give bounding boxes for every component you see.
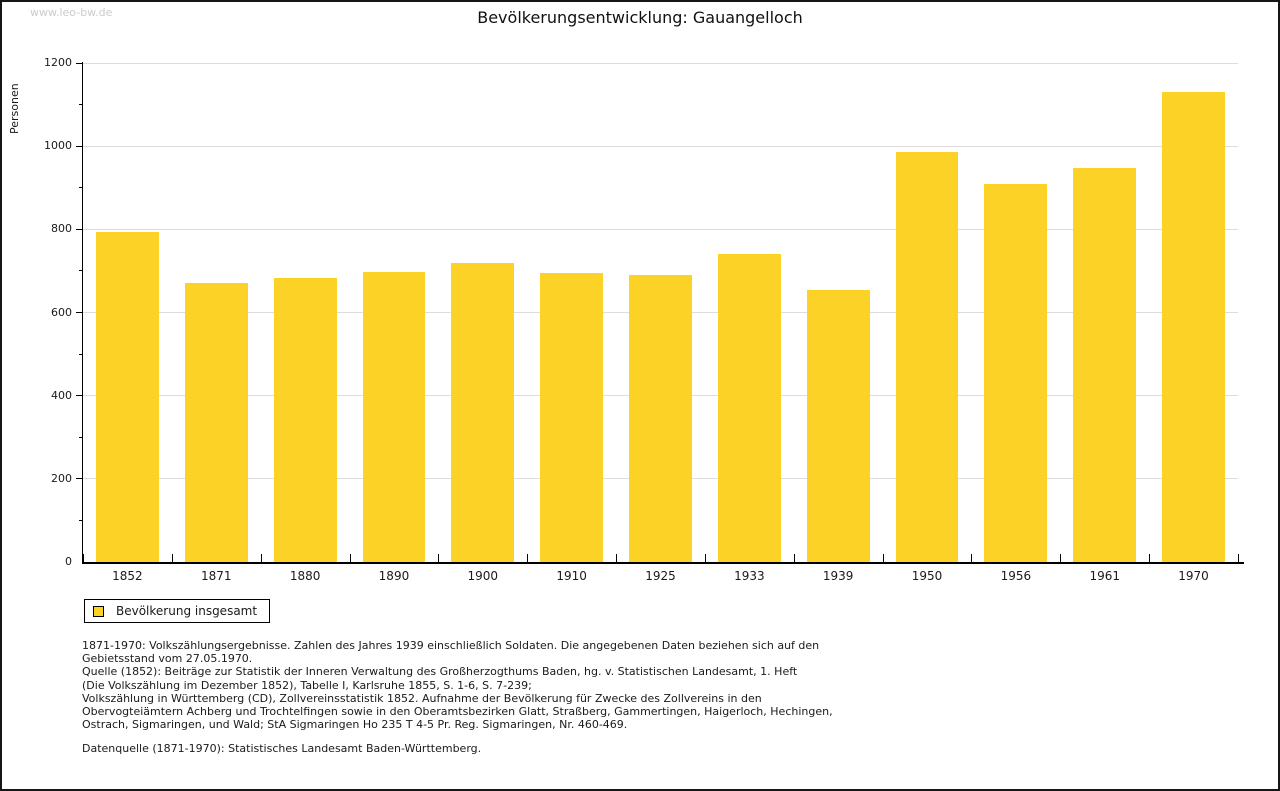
- y-tick-label: 800: [51, 222, 72, 236]
- y-tick-label: 1000: [44, 139, 72, 153]
- x-axis-tick: [971, 554, 972, 562]
- x-tick-label-1852: 1852: [112, 569, 143, 583]
- footnote-line: 1871-1970: Volkszählungsergebnisse. Zahlen des Jahres 1939 einschließlich Soldaten. Die angegebenen Daten beziehen sich auf den: [82, 639, 820, 652]
- footnote-line: Quelle (1852): Beiträge zur Statistik der Inneren Verwaltung des Großherzogthums Baden, hg. v. Statistischen Landesamt, 1. Heft: [82, 665, 798, 679]
- bar-1933: [718, 254, 781, 562]
- bar-1852: [96, 232, 159, 562]
- footnotes-block: [82, 639, 833, 731]
- bar-1970: [1162, 92, 1225, 562]
- x-axis-tick: [261, 554, 262, 562]
- y-tick-label: 200: [51, 471, 72, 485]
- bar-1880: [274, 278, 337, 562]
- x-axis-tick: [794, 554, 795, 562]
- x-tick-label-1961: 1961: [1089, 569, 1120, 583]
- bar-1900: [451, 263, 514, 562]
- y-tick-label: 600: [51, 305, 72, 319]
- footnote-line: Obervogteiämtern Achberg und Trochtelfingen sowie in den Oberamtsbezirken Glatt, Straßberg, Gammertingen, Haigerloch, Hechingen,: [82, 705, 833, 719]
- x-tick-label-1910: 1910: [556, 569, 587, 583]
- footnote-line: Ostrach, Sigmaringen, und Wald; StA Sigmaringen Ho 235 T 4-5 Pr. Reg. Sigmaringen, Nr. 460-469.: [82, 718, 628, 732]
- bar-1890: [363, 272, 426, 562]
- y-axis-line: [82, 62, 84, 563]
- gridline: [83, 63, 1238, 64]
- bar-1956: [984, 184, 1047, 562]
- bar-1925: [629, 275, 692, 562]
- bar-1950: [896, 152, 959, 562]
- x-tick-label-1900: 1900: [467, 569, 499, 583]
- legend-box: [84, 599, 270, 623]
- footnote-line: Volkszählung in Württemberg (CD), Zollvereinsstatistik 1852. Aufnahme der Bevölkerung für Zwecke des Zollvereins in den: [82, 691, 762, 705]
- gridline: [83, 229, 1238, 230]
- x-tick-label-1939: 1939: [822, 569, 854, 583]
- chart-title: Bevölkerungsentwicklung: Gauangelloch: [477, 8, 803, 27]
- footnote-line: Gebietsstand vom 27.05.1970.: [82, 652, 253, 666]
- legend-label: Bevölkerung insgesamt: [116, 604, 258, 618]
- x-axis-tick: [1060, 554, 1061, 562]
- x-axis-tick: [705, 554, 706, 562]
- datasource-line: Datenquelle (1871-1970): Statistisches Landesamt Baden-Württemberg.: [82, 742, 482, 755]
- x-axis-tick: [1149, 554, 1150, 562]
- bar-1910: [540, 273, 603, 562]
- bar-1961: [1073, 168, 1136, 562]
- y-tick-label: 1200: [44, 56, 72, 69]
- x-tick-label-1871: 1871: [200, 569, 232, 583]
- x-tick-label-1950: 1950: [911, 569, 943, 583]
- bar-1871: [185, 283, 248, 562]
- x-axis-line: [82, 562, 1244, 564]
- bar-1939: [807, 290, 870, 562]
- x-tick-label-1933: 1933: [734, 569, 765, 583]
- y-tick-label: 0: [65, 555, 72, 568]
- x-axis-tick: [527, 554, 528, 562]
- x-axis-tick: [83, 554, 84, 562]
- x-axis-tick: [350, 554, 351, 562]
- x-axis-tick: [616, 554, 617, 562]
- y-axis-title: Personen: [8, 83, 21, 134]
- y-tick-label: 400: [51, 388, 72, 402]
- x-tick-label-1956: 1956: [1000, 569, 1032, 583]
- legend-swatch-icon: [93, 606, 104, 617]
- footnote-line: (Die Volkszählung im Dezember 1852), Tabelle I, Karlsruhe 1855, S. 1-6, S. 7-239;: [82, 678, 532, 692]
- x-tick-label-1970: 1970: [1178, 569, 1209, 583]
- x-tick-label-1880: 1880: [289, 569, 321, 583]
- x-axis-tick: [438, 554, 439, 562]
- x-axis-tick: [1238, 554, 1239, 562]
- gridline: [83, 146, 1238, 147]
- x-tick-label-1890: 1890: [378, 569, 410, 583]
- x-tick-label-1925: 1925: [645, 569, 676, 583]
- watermark: www.leo-bw.de: [30, 6, 113, 19]
- x-axis-tick: [883, 554, 884, 562]
- x-axis-tick: [172, 554, 173, 562]
